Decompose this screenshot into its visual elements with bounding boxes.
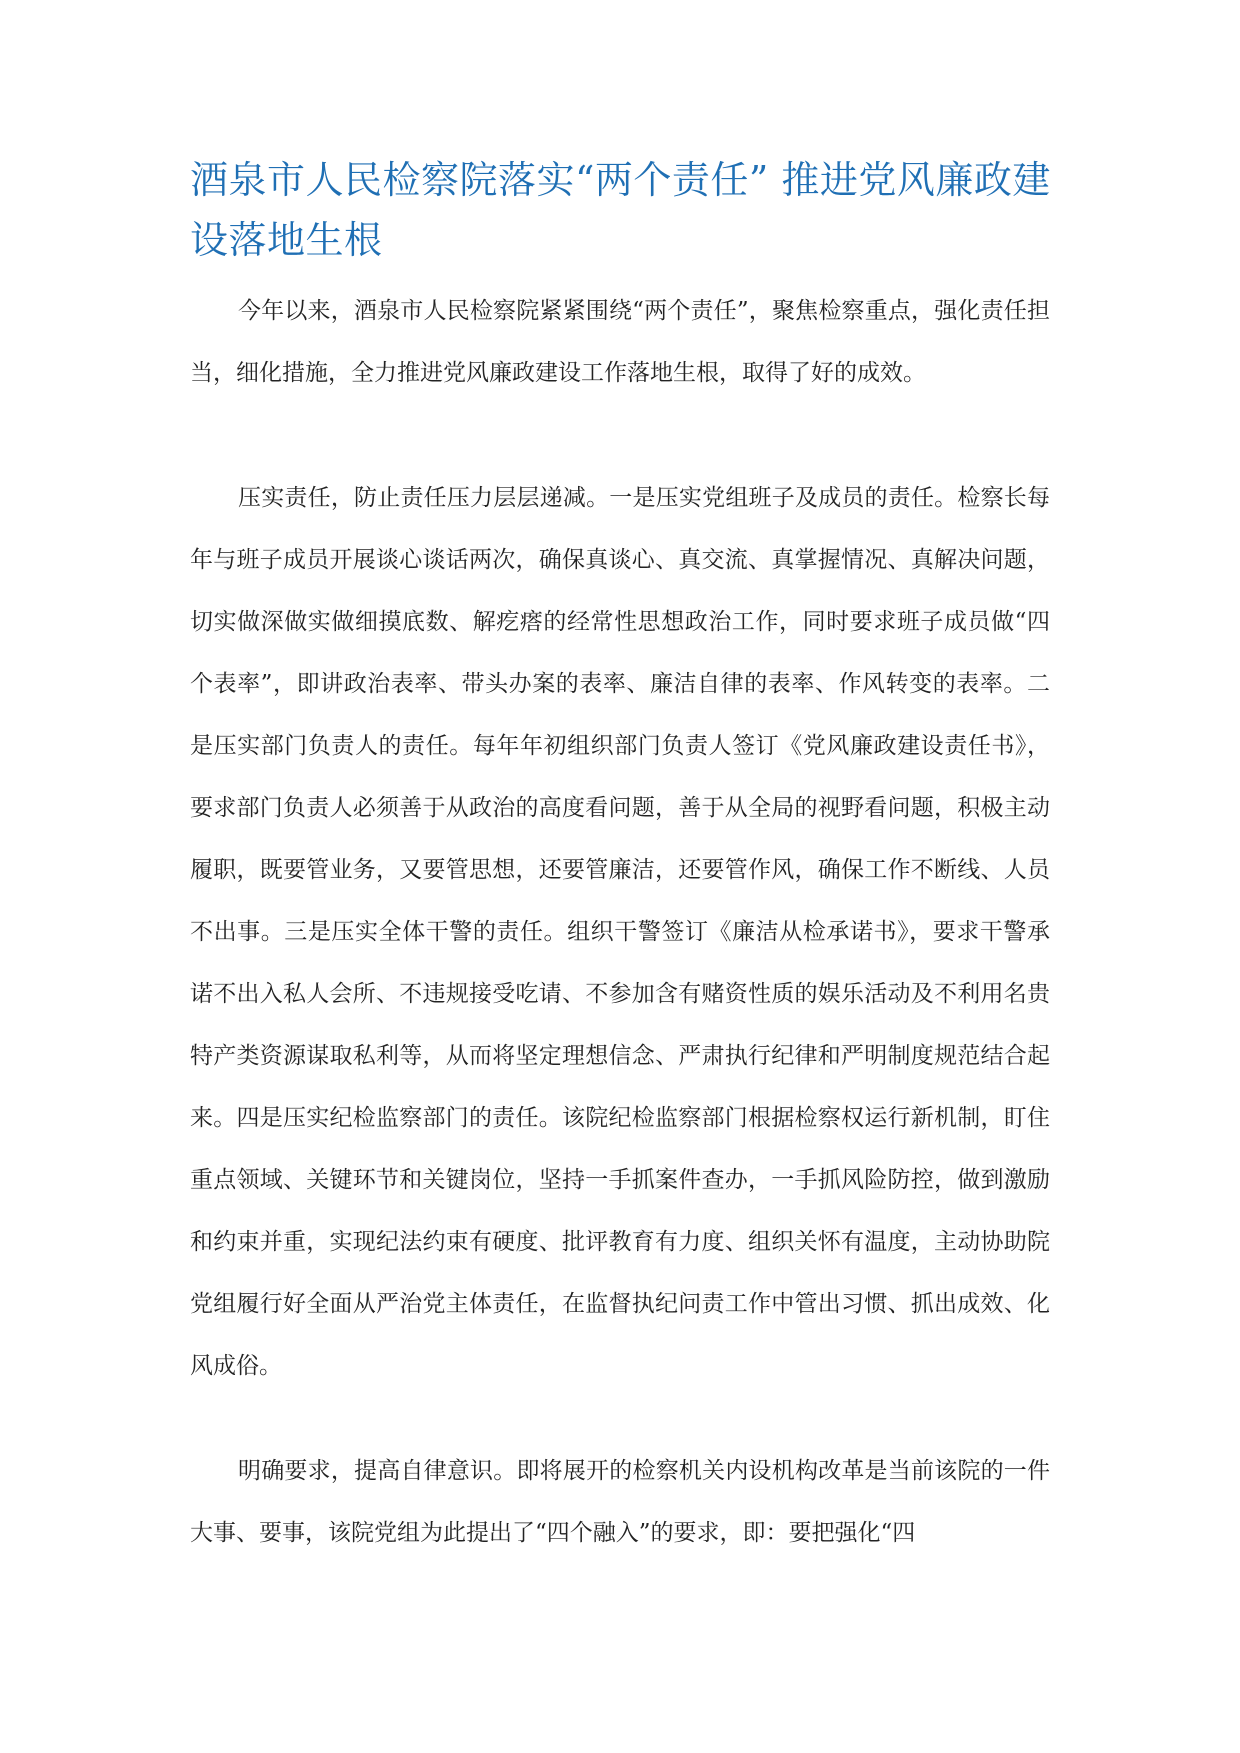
paragraph-responsibilities: 压实责任，防止责任压力层层递减。一是压实党组班子及成员的责任。检察长每年与班子成员开展谈心谈话两次，确保真谈心、真交流、真掌握情况、真解决问题，切实做深做实做细摸底数、解疙瘩的经常性思想政治工作，同时要求班子成员做“四个表率”，即讲政治表率、带头办案的表率、廉洁自律的表率、作风转变的表率。二是压实部门负责人的责任。每年年初组织部门负责人签订《党风廉政建设责任书》，要求部门负责人必须善于从政治的高度看问题，善于从全局的视野看问题，积极主动履职，既要管业务，又要管思想，还要管廉洁，还要管作风，确保工作不断线、人员不出事。三是压实全体干警的责任。组织干警签订《廉洁从检承诺书》，要求干警承诺不出入私人会所、不违规接受吃请、不参加含有赌资性质的娱乐活动及不利用名贵特产类资源谋取私利等，从而将坚定理想信念、严肃执行纪律和严明制度规范结合起来。四是压实纪检监察部门的责任。该院纪检监察部门根据检察权运行新机制，盯住重点领域、关键环节和关键岗位，坚持一手抓案件查办，一手抓风险防控，做到激励和约束并重，实现纪法约束有硬度、批评教育有力度、组织关怀有温度，主动协助院党组履行好全面从严治党主体责任，在监督执纪问责工作中管出习惯、抓出成效、化风成俗。 [190, 485, 1050, 1379]
paragraph-requirements: 明确要求，提高自律意识。即将展开的检察机关内设机构改革是当前该院的一件大事、要事，该院党组为此提出了“四个融入”的要求，即：要把强化“四 [190, 1458, 1050, 1546]
document-title: 酒泉市人民检察院落实“两个责任” 推进党风廉政建设落地生根 [190, 158, 1051, 262]
paragraph-intro: 今年以来，酒泉市人民检察院紧紧围绕“两个责任”，聚焦检察重点，强化责任担当，细化措施，全力推进党风廉政建设工作落地生根，取得了好的成效。 [190, 298, 1050, 386]
